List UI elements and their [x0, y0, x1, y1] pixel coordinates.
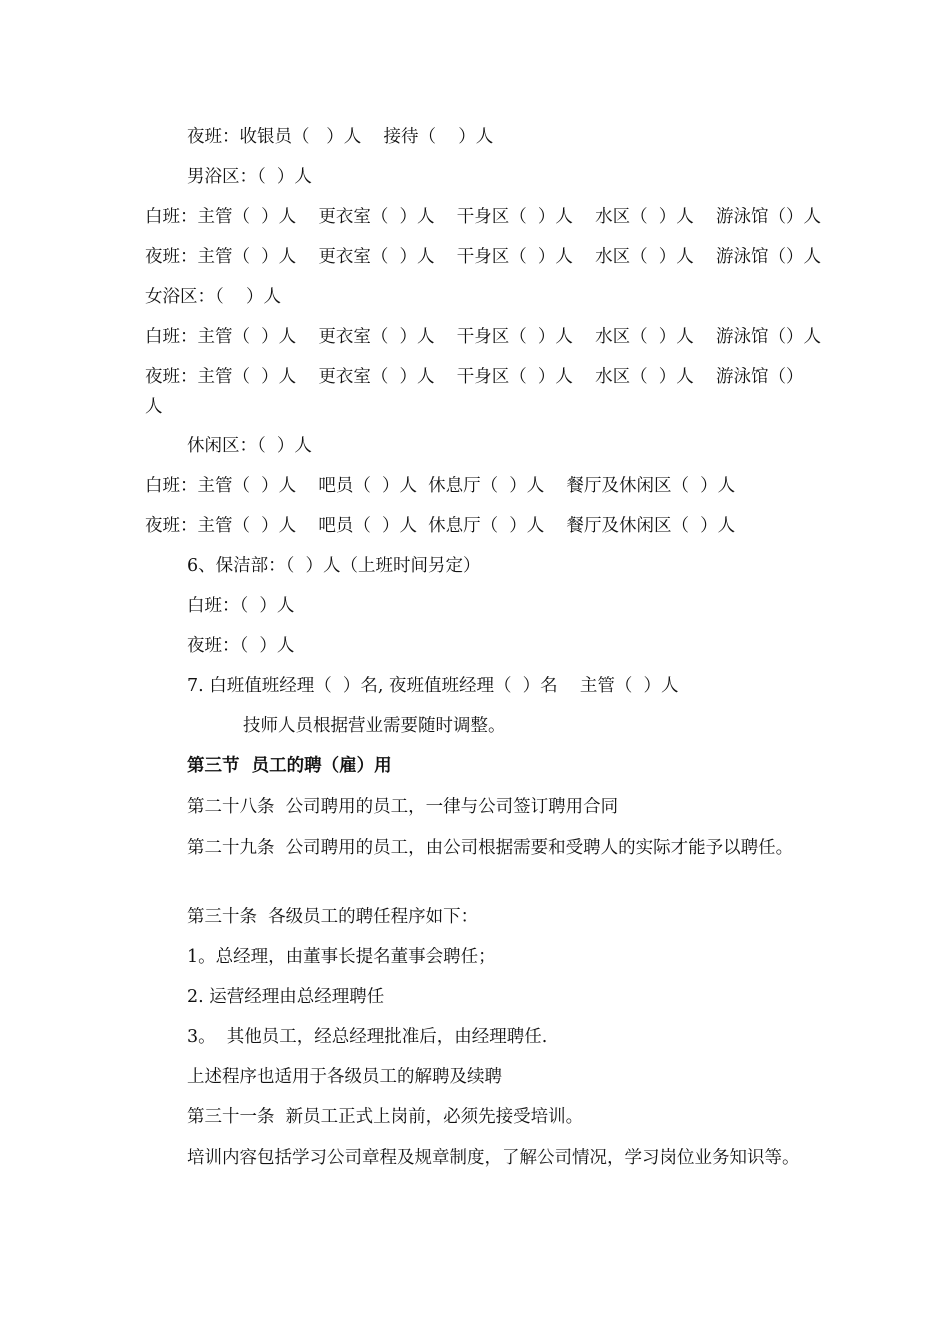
cleaning-day-shift-line: 白班：（ ）人	[187, 596, 295, 616]
training-content	[145, 1143, 815, 1173]
male-night-shift-line: 夜班：主管（ ）人 更衣室（ ）人 干身区（ ）人 水区（ ）人 游泳馆（）人	[145, 247, 822, 267]
cleaning-dept-line: 6、保洁部：（ ）人（上班时间另定）	[187, 556, 481, 576]
technician-note: 技师人员根据营业需要随时调整。	[243, 716, 506, 736]
duty-manager-line: 7. 白班值班经理（ ）名, 夜班值班经理（ ）名 主管（ ）人	[187, 676, 679, 696]
article-30: 第三十条 各级员工的聘任程序如下：	[187, 907, 479, 927]
procedure-item-2: 2. 运营经理由总经理聘任	[187, 987, 385, 1007]
cleaning-night-shift-line: 夜班：（ ）人	[187, 636, 295, 656]
night-shift-cashier-line: 夜班：收银员（ ）人 接待（ ）人	[187, 127, 494, 147]
article-29-text: 第二十九条 公司聘用的员工，由公司根据需要和受聘人的实际才能予以聘任。	[187, 838, 794, 858]
procedure-item-1: 1。总经理，由董事长提名董事会聘任；	[187, 947, 496, 967]
female-day-shift-line: 白班：主管（ ）人 更衣室（ ）人 干身区（ ）人 水区（ ）人 游泳馆（）人	[145, 327, 822, 347]
training-content-text: 培训内容包括学习公司章程及规章制度，了解公司情况，学习岗位业务知识等。	[187, 1148, 800, 1168]
procedure-item-3: 3。 其他员工，经总经理批准后，由经理聘任.	[187, 1027, 548, 1047]
article-29	[145, 833, 815, 863]
female-night-shift-line: 夜班：主管（ ）人 更衣室（ ）人 干身区（ ）人 水区（ ）人 游泳馆（）人	[145, 367, 804, 417]
leisure-day-shift-line: 白班：主管（ ）人 吧员（ ）人 休息厅（ ）人 餐厅及休闲区（ ）人	[145, 476, 736, 496]
male-bath-heading: 男浴区：（ ）人	[187, 167, 312, 187]
leisure-night-shift-line: 夜班：主管（ ）人 吧员（ ）人 休息厅（ ）人 餐厅及休闲区（ ）人	[145, 516, 736, 536]
female-bath-heading: 女浴区：（ ）人	[145, 287, 282, 307]
article-31: 第三十一条 新员工正式上岗前，必须先接受培训。	[187, 1107, 584, 1127]
article-28: 第二十八条 公司聘用的员工，一律与公司签订聘用合同	[187, 797, 619, 817]
male-day-shift-line: 白班：主管（ ）人 更衣室（ ）人 干身区（ ）人 水区（ ）人 游泳馆（）人	[145, 207, 822, 227]
leisure-area-heading: 休闲区：（ ）人	[187, 436, 312, 456]
section-title: 第三节 员工的聘（雇）用	[187, 756, 392, 776]
procedure-note: 上述程序也适用于各级员工的解聘及续聘	[187, 1067, 502, 1087]
